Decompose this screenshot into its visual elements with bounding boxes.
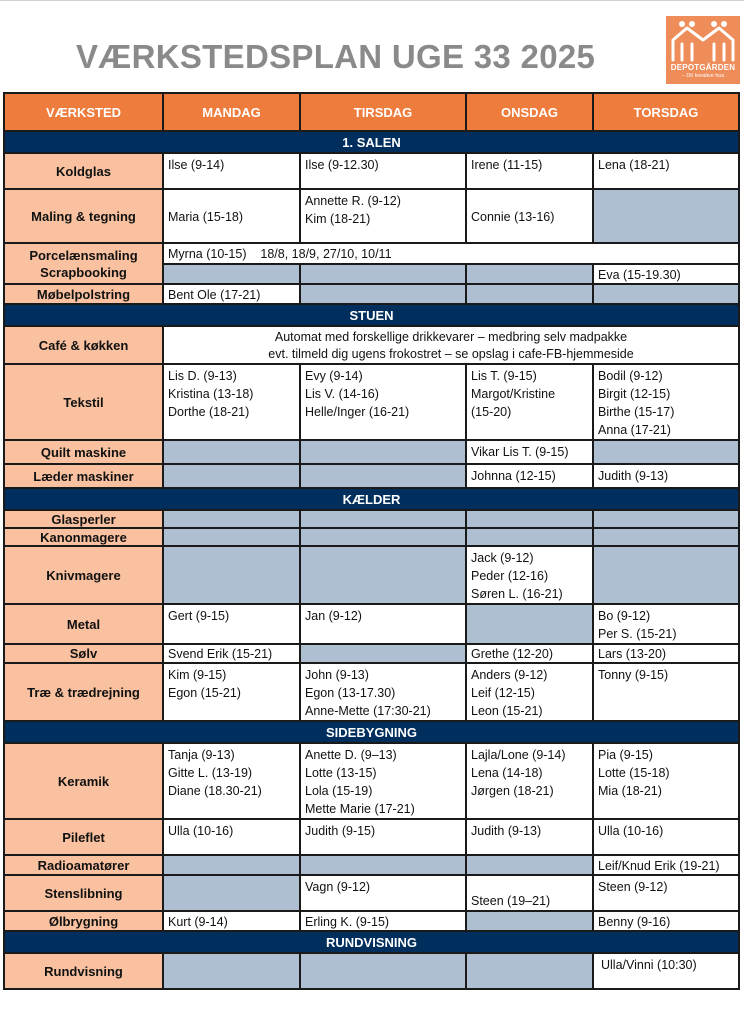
cell-mandag-empty: [163, 264, 300, 284]
cell-onsdag: [466, 819, 593, 855]
cell-onsdag-empty: [466, 911, 593, 931]
cell-text: Bent Ole (17-21): [168, 288, 261, 302]
cell-mandag: [163, 153, 300, 189]
cell-text: Automat med forskellige drikkevarer – medbring selv madpakke: [274, 330, 628, 344]
cell-text: Mia (18-21): [598, 784, 662, 798]
workshop-label: Stenslibning: [4, 875, 163, 911]
cell-text: Kim (18-21): [305, 212, 371, 226]
cell-text: Lotte (15-18): [598, 766, 670, 780]
table-row: [4, 326, 739, 364]
cell-mandag-empty: [163, 855, 300, 875]
cell-text: Jørgen (18-21): [471, 784, 554, 798]
workshop-label: Scrapbooking: [40, 264, 127, 280]
cell-text: Lis V. (14-16): [305, 387, 379, 401]
cell-torsdag-empty: [593, 284, 739, 304]
cell-text: Vagn (9-12): [305, 880, 371, 894]
cell-text: Ilse (9-12.30): [305, 158, 379, 172]
houses-icon: [670, 18, 736, 62]
section-row: [4, 131, 739, 153]
cell-mandag: [163, 604, 300, 644]
cell-tirsdag-empty: [300, 855, 466, 875]
table-row: [4, 364, 739, 440]
cell-torsdag: [593, 743, 739, 819]
cell-mandag: [163, 819, 300, 855]
workshop-label: Porcelænsmaling: [29, 247, 138, 263]
cell-mandag-empty: [163, 510, 300, 528]
cell-torsdag: [593, 875, 739, 911]
cell-mandag-empty: [163, 440, 300, 464]
cell-text: Ilse (9-14): [168, 158, 225, 172]
header-row: [4, 93, 739, 131]
workshop-label: Møbelpolstring: [4, 284, 163, 304]
section-row: [4, 721, 739, 743]
cell-text: Annette R. (9-12): [305, 194, 401, 208]
header-vaerksted: VÆRKSTED: [4, 93, 163, 131]
cell-text: Egon (13-17.30): [305, 686, 396, 700]
workshop-label: Rundvisning: [4, 953, 163, 989]
cell-text: Dorthe (18-21): [168, 405, 250, 419]
cell-onsdag: [466, 153, 593, 189]
section-salen: 1. SALEN: [4, 131, 739, 153]
workshop-label: Ølbrygning: [4, 911, 163, 931]
cell-torsdag-empty: [593, 528, 739, 546]
workshop-label: Knivmagere: [4, 546, 163, 604]
depotgaarden-logo: [666, 16, 740, 84]
cell-text: evt. tilmeld dig ugens frokostret – se opslag i cafe-FB-hjemmeside: [268, 347, 634, 361]
cell-text: Tonny (9-15): [598, 668, 669, 682]
cell-text: Lena (14-18): [471, 766, 543, 780]
cell-torsdag-empty: [593, 440, 739, 464]
cell-text: Myrna (10-15) 18/8, 18/9, 27/10, 10/11: [168, 247, 392, 261]
cell-span: [163, 243, 739, 264]
table-row: [4, 464, 739, 488]
cell-text: Erling K. (9-15): [305, 915, 390, 929]
cell-onsdag-empty: [466, 528, 593, 546]
cell-text: Diane (18.30-21): [168, 784, 262, 798]
cell-text: Anette D. (9–13): [305, 748, 397, 762]
cell-torsdag: [593, 819, 739, 855]
cell-text: Lotte (13-15): [305, 766, 377, 780]
section-sidebygning: SIDEBYGNING: [4, 721, 739, 743]
cell-mandag: [163, 284, 300, 304]
cell-onsdag: [466, 875, 593, 911]
cell-torsdag: [593, 604, 739, 644]
cell-tirsdag-empty: [300, 284, 466, 304]
cell-text: Leon (15-21): [471, 704, 543, 718]
cell-tirsdag-empty: [300, 528, 466, 546]
cell-torsdag: [593, 464, 739, 488]
cell-text: Tanja (9-13): [168, 748, 235, 762]
cell-text: Leif (12-15): [471, 686, 535, 700]
page-title: VÆRKSTEDSPLAN UGE 33 2025: [76, 38, 596, 75]
table-row: [4, 743, 739, 819]
cell-text: Per S. (15-21): [598, 627, 677, 641]
section-kaelder: KÆLDER: [4, 488, 739, 510]
table-row: [4, 546, 739, 604]
cell-text: Søren L. (16-21): [471, 587, 563, 601]
cell-text: Leif/Knud Erik (19-21): [598, 859, 720, 873]
cell-text: Judith (9-13): [471, 824, 542, 838]
cell-text: Peder (12-16): [471, 569, 549, 583]
cell-text: Lajla/Lone (9-14): [471, 748, 566, 762]
cell-tirsdag-empty: [300, 546, 466, 604]
cell-text: (15-20): [471, 405, 512, 419]
workshop-label: Keramik: [4, 743, 163, 819]
cell-text: Margot/Kristine: [471, 387, 556, 401]
section-row: [4, 304, 739, 326]
cell-text: Ulla (10-16): [168, 824, 234, 838]
table-row: [4, 953, 739, 989]
cell-text: Irene (11-15): [471, 158, 543, 172]
cell-mandag-empty: [163, 953, 300, 989]
cell-text: Maria (15-18): [168, 210, 244, 224]
cell-text: Benny (9-16): [598, 915, 671, 929]
cell-torsdag: [593, 953, 739, 989]
workshop-label: Sølv: [4, 644, 163, 663]
cell-text: Ulla/Vinni (10:30): [601, 958, 697, 972]
cell-onsdag-empty: [466, 855, 593, 875]
cell-onsdag: [466, 364, 593, 440]
workshop-label: Metal: [4, 604, 163, 644]
cell-text: Anders (9-12): [471, 668, 548, 682]
cell-span: [163, 326, 739, 364]
cell-tirsdag-empty: [300, 644, 466, 663]
workshop-label: Træ & trædrejning: [4, 663, 163, 721]
cell-text: Gitte L. (13-19): [168, 766, 253, 780]
cell-text: Lena (18-21): [598, 158, 670, 172]
workshop-label-group: [4, 243, 163, 284]
cell-text: Ulla (10-16): [598, 824, 664, 838]
table-row: [4, 855, 739, 875]
cell-text: Mette Marie (17-21): [305, 802, 415, 816]
cell-text: Eva (15-19.30): [598, 268, 681, 282]
cell-mandag: [163, 743, 300, 819]
table-row: [4, 604, 739, 644]
cell-text: Pia (9-15): [598, 748, 653, 762]
cell-onsdag: [466, 440, 593, 464]
cell-text: Bo (9-12): [598, 609, 651, 623]
cell-text: Lis T. (9-15): [471, 369, 537, 383]
table-row: [4, 189, 739, 243]
cell-torsdag: [593, 644, 739, 663]
cell-torsdag: [593, 153, 739, 189]
cell-tirsdag: [300, 189, 466, 243]
cell-onsdag: [466, 546, 593, 604]
table-row: [4, 875, 739, 911]
cell-text: Kurt (9-14): [168, 915, 228, 929]
cell-mandag-empty: [163, 464, 300, 488]
table-row: [4, 528, 739, 546]
cell-text: Egon (15-21): [168, 686, 241, 700]
cell-onsdag: [466, 663, 593, 721]
workshop-label: Quilt maskine: [4, 440, 163, 464]
cell-text: Lis D. (9-13): [168, 369, 237, 383]
section-row: [4, 931, 739, 953]
cell-onsdag: [466, 644, 593, 663]
cell-tirsdag: [300, 743, 466, 819]
cell-mandag: [163, 911, 300, 931]
cell-text: John (9-13): [305, 668, 369, 682]
cell-onsdag: [466, 464, 593, 488]
cell-tirsdag: [300, 663, 466, 721]
cell-torsdag: [593, 663, 739, 721]
cell-text: Helle/Inger (16-21): [305, 405, 410, 419]
workshop-label: Pileflet: [4, 819, 163, 855]
cell-onsdag-empty: [466, 284, 593, 304]
cell-text: Connie (13-16): [471, 210, 555, 224]
cell-text: Anna (17-21): [598, 423, 671, 437]
cell-text: Birgit (12-15): [598, 387, 671, 401]
cell-mandag: [163, 644, 300, 663]
section-stuen: STUEN: [4, 304, 739, 326]
section-row: [4, 488, 739, 510]
workshop-label: Koldglas: [4, 153, 163, 189]
cell-tirsdag-empty: [300, 264, 466, 284]
cell-mandag: [163, 663, 300, 721]
workshop-label: Læder maskiner: [4, 464, 163, 488]
workshop-label: Maling & tegning: [4, 189, 163, 243]
cell-tirsdag: [300, 911, 466, 931]
cell-tirsdag-empty: [300, 953, 466, 989]
cell-text: Lola (15-19): [305, 784, 373, 798]
cell-text: Kristina (13-18): [168, 387, 254, 401]
cell-text: Svend Erik (15-21): [168, 647, 273, 661]
cell-torsdag-empty: [593, 510, 739, 528]
cell-tirsdag: [300, 153, 466, 189]
cell-onsdag: [466, 743, 593, 819]
cell-text: Jan (9-12): [305, 609, 362, 623]
cell-text: Lars (13-20): [598, 647, 667, 661]
cell-tirsdag: [300, 875, 466, 911]
table-row: [4, 440, 739, 464]
cell-tirsdag-empty: [300, 510, 466, 528]
cell-tirsdag: [300, 604, 466, 644]
cell-torsdag: [593, 855, 739, 875]
cell-text: Evy (9-14): [305, 369, 363, 383]
table-row: [4, 663, 739, 721]
cell-tirsdag: [300, 364, 466, 440]
workshop-label: Radioamatører: [4, 855, 163, 875]
table-row: [4, 911, 739, 931]
header-torsdag: TORSDAG: [593, 93, 739, 131]
cell-text: Jack (9-12): [471, 551, 534, 565]
cell-text: Steen (19–21): [471, 894, 551, 908]
cell-text: Gert (9-15): [168, 609, 230, 623]
cell-text: Judith (9-13): [598, 469, 669, 483]
cell-mandag: [163, 189, 300, 243]
cell-mandag-empty: [163, 875, 300, 911]
cell-onsdag-empty: [466, 264, 593, 284]
table-row: [4, 819, 739, 855]
table-row: [4, 243, 739, 264]
workshop-label: Kanonmagere: [4, 528, 163, 546]
header-onsdag: ONSDAG: [466, 93, 593, 131]
cell-text: Johnna (12-15): [471, 469, 556, 483]
cell-mandag-empty: [163, 546, 300, 604]
cell-text: Kim (9-15): [168, 668, 227, 682]
workshop-label: Tekstil: [4, 364, 163, 440]
cell-onsdag-empty: [466, 604, 593, 644]
cell-tirsdag-empty: [300, 464, 466, 488]
cell-onsdag: [466, 189, 593, 243]
workshop-label: Café & køkken: [4, 326, 163, 364]
cell-text: Judith (9-15): [305, 824, 376, 838]
cell-text: Grethe (12-20): [471, 647, 553, 661]
cell-mandag: [163, 364, 300, 440]
cell-text: Steen (9-12): [598, 880, 668, 894]
cell-text: Birthe (15-17): [598, 405, 675, 419]
table-row: [4, 510, 739, 528]
cell-torsdag: [593, 364, 739, 440]
table-row: [4, 284, 739, 304]
cell-tirsdag: [300, 819, 466, 855]
cell-torsdag-empty: [593, 546, 739, 604]
cell-mandag-empty: [163, 528, 300, 546]
logo-tagline: – Dit kreative hus: [681, 73, 725, 79]
cell-text: Bodil (9-12): [598, 369, 663, 383]
header-tirsdag: TIRSDAG: [300, 93, 466, 131]
cell-torsdag: [593, 911, 739, 931]
cell-torsdag: [593, 264, 739, 284]
header-mandag: MANDAG: [163, 93, 300, 131]
cell-text: Anne-Mette (17:30-21): [305, 704, 431, 718]
table-row: [4, 153, 739, 189]
cell-text: Vikar Lis T. (9-15): [471, 445, 569, 459]
top-border: [0, 0, 744, 1]
cell-tirsdag-empty: [300, 440, 466, 464]
cell-torsdag-empty: [593, 189, 739, 243]
logo-name: DEPOTGÅRDEN: [670, 63, 736, 72]
cell-onsdag-empty: [466, 510, 593, 528]
workshop-label: Glasperler: [4, 510, 163, 528]
section-rundvisning: RUNDVISNING: [4, 931, 739, 953]
cell-onsdag-empty: [466, 953, 593, 989]
schedule-table: [3, 92, 740, 990]
table-row: [4, 644, 739, 663]
